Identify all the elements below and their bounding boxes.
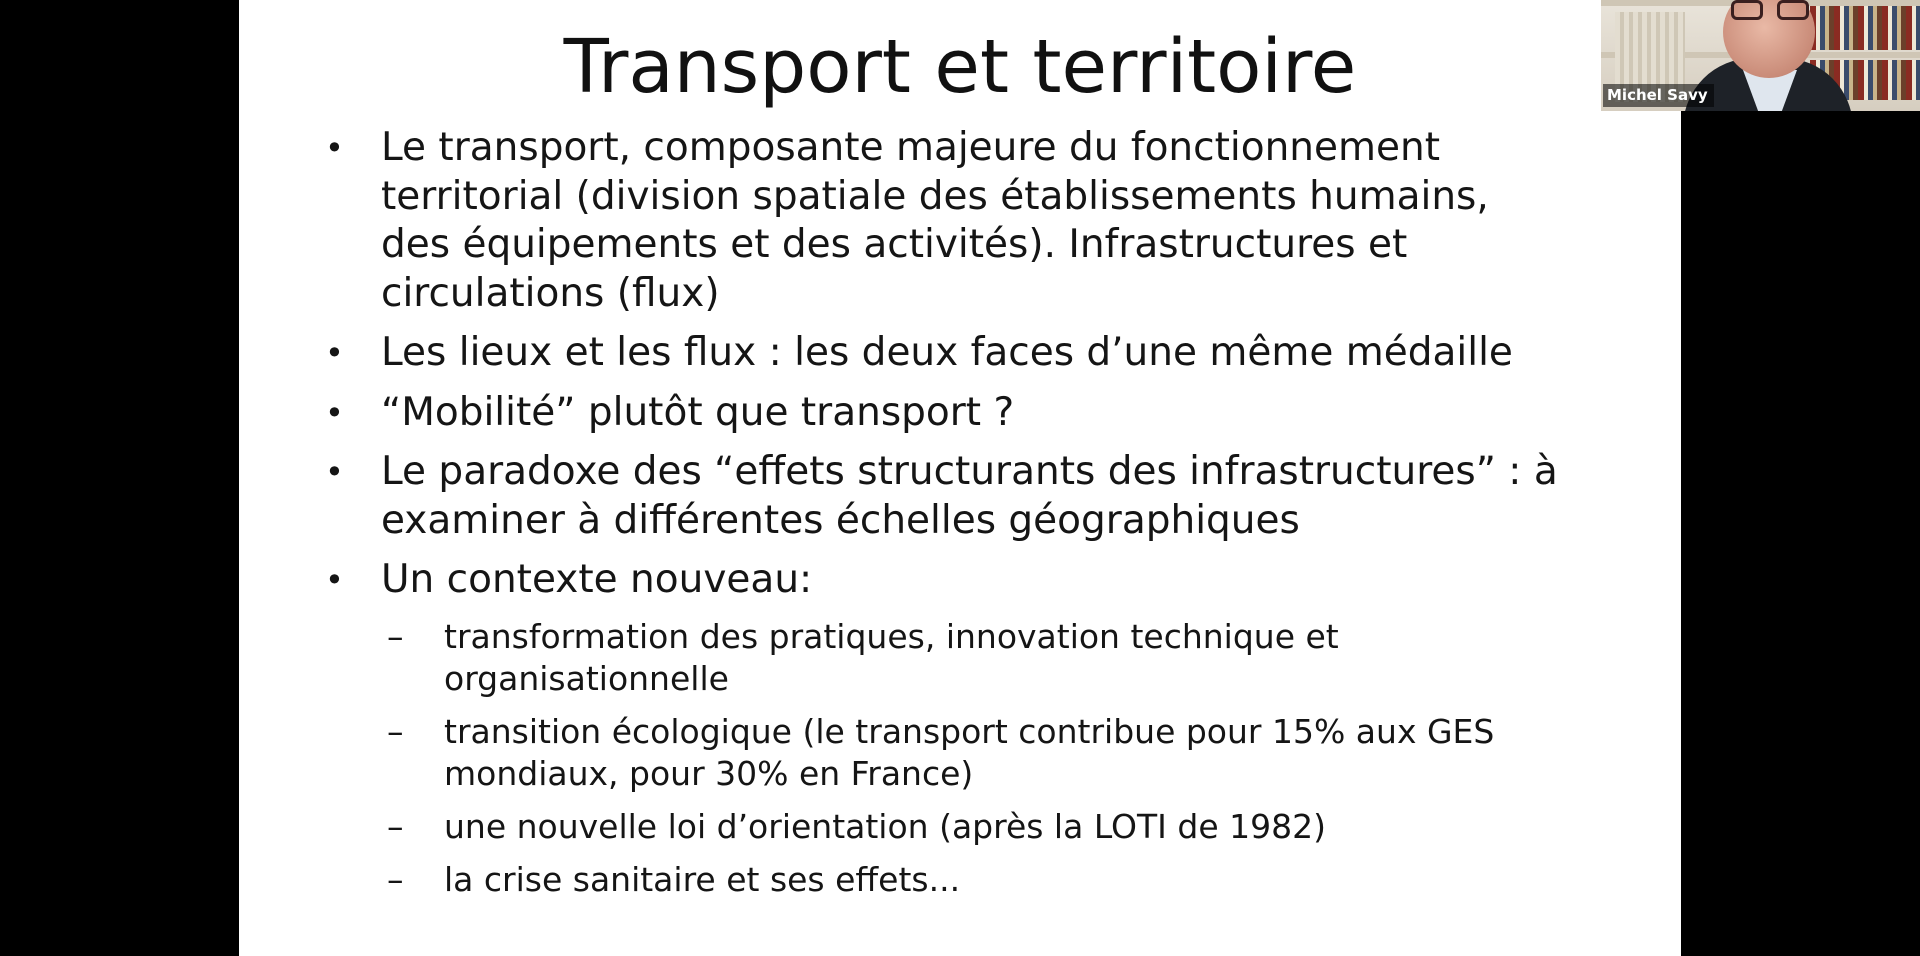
bullet-line: circulations (flux) (381, 270, 720, 316)
bullet-marker: • (325, 334, 344, 372)
participant-name-label: Michel Savy (1603, 84, 1714, 107)
bullet-marker: • (325, 129, 344, 167)
bullet-line: des équipements et des activités). Infrastructures et (381, 222, 1408, 267)
glasses-lens (1731, 0, 1763, 20)
bullet-item (325, 124, 1665, 318)
bullet-line: Le paradoxe des “effets structurants des infrastructures” : à (381, 449, 1558, 494)
sub-bullet-line: organisationnelle (444, 658, 729, 698)
bullet-line: examiner à différentes échelles géographiques (381, 497, 1300, 543)
bullet-marker: • (325, 561, 344, 599)
bullet-item (325, 556, 1665, 605)
bullet-marker: • (325, 393, 344, 432)
sub-bullet-line: une nouvelle loi d’orientation (après la LOTI de 1982) (444, 806, 1326, 846)
bullet-line: Les lieux et les flux : les deux faces d’une même médaille (381, 330, 1513, 375)
presentation-slide (239, 0, 1681, 956)
bullet-line: Un contexte nouveau: (381, 557, 813, 602)
sub-bullet-marker: – (387, 616, 404, 656)
slide-content (325, 124, 1665, 912)
bullet-marker: • (325, 453, 344, 491)
sub-bullet-list (325, 616, 1665, 901)
sub-bullet-marker: – (387, 806, 404, 846)
bullet-item (325, 329, 1665, 378)
bullet-line: territorial (division spatiale des établissements humains, (381, 173, 1489, 219)
sub-bullet-marker: – (387, 711, 404, 751)
sub-bullet-item (325, 859, 1665, 901)
glasses-lens (1777, 0, 1809, 20)
sub-bullet-item (325, 806, 1665, 848)
sub-bullet-line: transformation des pratiques, innovation technique et (444, 616, 1339, 656)
sub-bullet-item (325, 711, 1665, 795)
glasses-icon (1731, 0, 1809, 22)
slide-title: Transport et territoire (563, 24, 1357, 110)
sub-bullet-item (325, 616, 1665, 700)
bullet-line: “Mobilité” plutôt que transport ? (381, 389, 1015, 435)
participant-video-tile[interactable] (1601, 0, 1920, 111)
sub-bullet-marker: – (387, 859, 404, 899)
sub-bullet-line: mondiaux, pour 30% en France) (444, 753, 974, 793)
bullet-line: Le transport, composante majeure du fonctionnement (381, 125, 1440, 170)
sub-bullet-line: transition écologique (le transport contribue pour 15% aux GES (444, 711, 1495, 751)
sub-bullet-line: la crise sanitaire et ses effets... (444, 859, 961, 899)
bullet-item (325, 389, 1665, 438)
bullet-item (325, 448, 1665, 545)
